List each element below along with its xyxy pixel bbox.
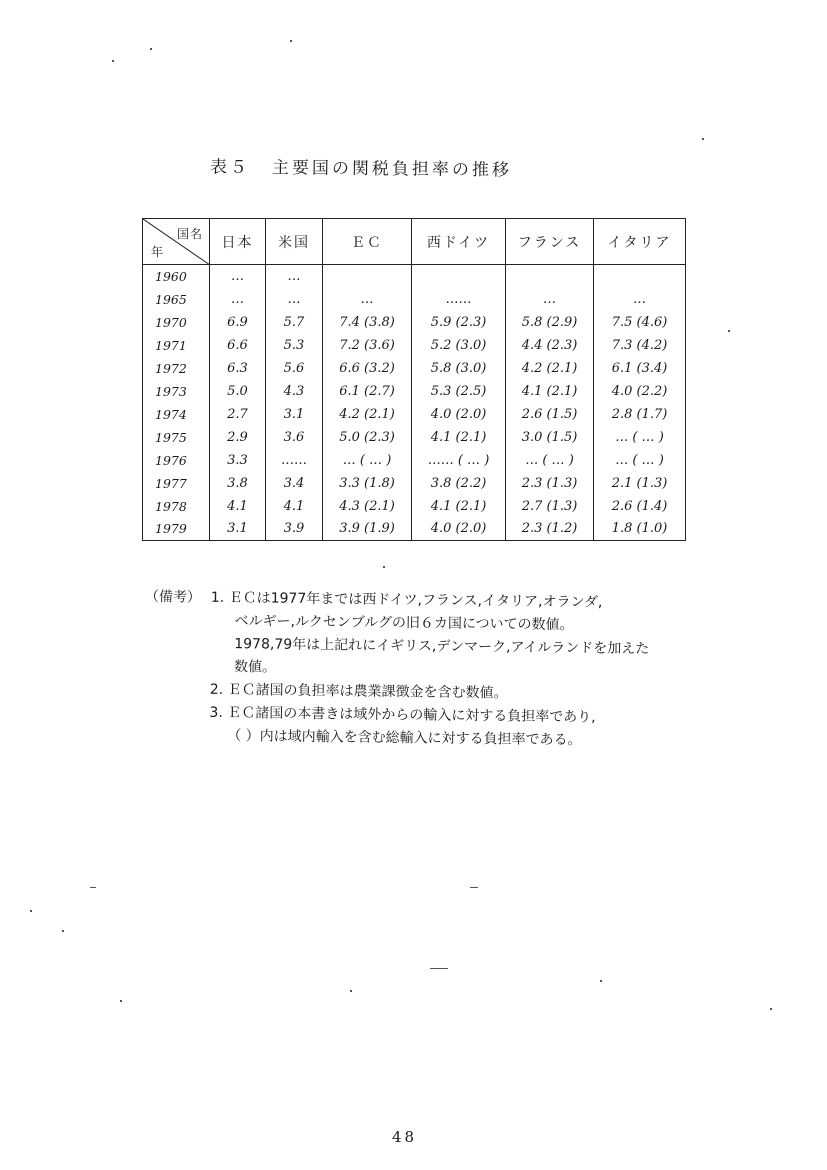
note-line: 2. ＥＣ諸国の負担率は農業課徴金を含む数値。 <box>209 681 508 702</box>
year-cell: 1975 <box>143 426 210 449</box>
year-cell: 1977 <box>143 472 210 495</box>
cell-japan: 3.3 <box>210 449 266 472</box>
cell-usa: 4.3 <box>266 380 323 403</box>
cell-ec: 3.9 (1.9) <box>323 518 412 541</box>
table-row <box>143 380 686 403</box>
year-cell: 1972 <box>143 357 210 380</box>
table-row <box>143 518 686 541</box>
header-row <box>143 219 686 265</box>
cell-france: 4.4 (2.3) <box>506 334 594 357</box>
cell-ec: 4.2 (2.1) <box>323 403 412 426</box>
cell-japan: … <box>210 288 266 311</box>
cell-italy: … ( … ) <box>594 426 686 449</box>
cell-france: … <box>506 288 594 311</box>
cell-japan: 3.8 <box>210 472 266 495</box>
page-number: 48 <box>392 1128 418 1146</box>
cell-france: 2.3 (1.2) <box>506 518 594 541</box>
cell-france: 2.6 (1.5) <box>506 403 594 426</box>
cell-ec <box>323 265 412 288</box>
cell-japan: 4.1 <box>210 495 266 518</box>
cell-france: 4.1 (2.1) <box>506 380 594 403</box>
corner-country-label: 国名 <box>176 227 203 241</box>
year-cell: 1970 <box>143 311 210 334</box>
cell-west-germany: 4.1 (2.1) <box>412 426 506 449</box>
cell-japan: 6.3 <box>210 357 266 380</box>
table-row <box>143 472 686 495</box>
scan-speck <box>430 968 448 969</box>
cell-italy: 2.1 (1.3) <box>594 472 686 495</box>
cell-ec: 5.0 (2.3) <box>323 426 412 449</box>
scan-speck <box>30 910 32 912</box>
cell-italy: 6.1 (3.4) <box>594 357 686 380</box>
scan-speck <box>728 330 730 332</box>
scan-speck <box>600 980 602 982</box>
cell-japan: 6.9 <box>210 311 266 334</box>
cell-italy: 2.8 (1.7) <box>594 403 686 426</box>
cell-ec: 6.1 (2.7) <box>323 380 412 403</box>
cell-ec: 7.2 (3.6) <box>323 334 412 357</box>
cell-west-germany: 5.3 (2.5) <box>412 380 506 403</box>
scan-speck <box>112 60 114 62</box>
table-row <box>143 495 686 518</box>
corner-year-label: 年 <box>151 245 166 259</box>
cell-usa: 3.9 <box>266 518 323 541</box>
scan-speck <box>383 566 385 568</box>
cell-ec: 4.3 (2.1) <box>323 495 412 518</box>
table-row <box>143 334 686 357</box>
year-cell: 1976 <box>143 449 210 472</box>
cell-usa: 3.1 <box>266 403 323 426</box>
cell-west-germany: 5.2 (3.0) <box>412 334 506 357</box>
cell-ec: … ( … ) <box>323 449 412 472</box>
cell-japan: 5.0 <box>210 380 266 403</box>
cell-ec: 3.3 (1.8) <box>323 472 412 495</box>
col-header-west-germany: 西ドイツ <box>412 219 506 265</box>
col-header-usa: 米国 <box>266 219 323 265</box>
scan-speck <box>702 138 704 140</box>
cell-france: 2.3 (1.3) <box>506 472 594 495</box>
notes-label: （備考） <box>144 588 201 606</box>
cell-france: … ( … ) <box>506 449 594 472</box>
cell-usa: 4.1 <box>266 495 323 518</box>
table-row <box>143 403 686 426</box>
scan-speck <box>150 48 152 50</box>
table-row <box>143 449 686 472</box>
table-row <box>143 311 686 334</box>
cell-west-germany: 4.1 (2.1) <box>412 495 506 518</box>
cell-italy: 7.3 (4.2) <box>594 334 686 357</box>
scan-speck <box>120 1000 122 1002</box>
cell-ec: 6.6 (3.2) <box>323 357 412 380</box>
cell-ec: 7.4 (3.8) <box>323 311 412 334</box>
cell-usa: 5.7 <box>266 311 323 334</box>
cell-france: 2.7 (1.3) <box>506 495 594 518</box>
cell-west-germany: …… <box>412 288 506 311</box>
scan-speck <box>770 1008 772 1010</box>
cell-usa: 5.6 <box>266 357 323 380</box>
cell-ec: … <box>323 288 412 311</box>
cell-france <box>506 265 594 288</box>
table-caption: 主要国の関税負担率の推移 <box>271 158 513 181</box>
cell-usa: 3.4 <box>266 472 323 495</box>
note-line: 1. ＥＣは1977年までは西ドイツ,フランス,イタリア,オランダ, <box>210 589 603 611</box>
col-header-ec: ＥＣ <box>323 219 412 265</box>
note-line: ベルギー,ルクセンブルグの旧６カ国についての数値。 <box>234 613 574 634</box>
cell-usa: … <box>266 288 323 311</box>
scan-speck <box>290 40 292 42</box>
scan-speck <box>470 887 478 888</box>
table-row <box>143 288 686 311</box>
cell-italy: … <box>594 288 686 311</box>
table-row <box>143 426 686 449</box>
cell-west-germany: …… ( … ) <box>412 449 506 472</box>
note-line: 数値。 <box>233 659 277 676</box>
table-row <box>143 265 686 288</box>
scan-speck <box>90 887 96 888</box>
year-cell: 1978 <box>143 495 210 518</box>
year-cell: 1960 <box>143 265 210 288</box>
cell-usa: 5.3 <box>266 334 323 357</box>
cell-italy <box>594 265 686 288</box>
cell-italy: … ( … ) <box>594 449 686 472</box>
cell-italy: 1.8 (1.0) <box>594 518 686 541</box>
cell-japan: 2.9 <box>210 426 266 449</box>
cell-japan: … <box>210 265 266 288</box>
cell-west-germany: 5.8 (3.0) <box>412 357 506 380</box>
note-line: 3. ＥＣ諸国の本書きは域外からの輸入に対する負担率であり, <box>209 704 596 726</box>
cell-usa: 3.6 <box>266 426 323 449</box>
cell-italy: 4.0 (2.2) <box>594 380 686 403</box>
cell-west-germany: 5.9 (2.3) <box>412 311 506 334</box>
table-number: 表５ <box>209 157 251 178</box>
year-cell: 1974 <box>143 403 210 426</box>
scan-speck <box>350 990 352 992</box>
col-header-france: フランス <box>506 219 594 265</box>
year-cell: 1965 <box>143 288 210 311</box>
cell-usa: …… <box>266 449 323 472</box>
cell-japan: 6.6 <box>210 334 266 357</box>
cell-france: 3.0 (1.5) <box>506 426 594 449</box>
scan-speck <box>62 930 64 932</box>
table-title <box>210 152 512 180</box>
cell-usa: … <box>266 265 323 288</box>
cell-france: 4.2 (2.1) <box>506 357 594 380</box>
corner-header <box>143 219 210 265</box>
cell-west-germany: 4.0 (2.0) <box>412 403 506 426</box>
year-cell: 1973 <box>143 380 210 403</box>
cell-west-germany <box>412 265 506 288</box>
year-cell: 1971 <box>143 334 210 357</box>
col-header-italy: イタリア <box>594 219 686 265</box>
cell-italy: 7.5 (4.6) <box>594 311 686 334</box>
cell-japan: 2.7 <box>210 403 266 426</box>
note-line: （ ）内は域内輸入を含む総輸入に対する負担率である。 <box>227 728 582 749</box>
year-cell: 1979 <box>143 518 210 541</box>
col-header-japan: 日本 <box>210 219 266 265</box>
notes <box>143 586 650 749</box>
tariff-burden-table <box>142 218 686 541</box>
cell-italy: 2.6 (1.4) <box>594 495 686 518</box>
cell-west-germany: 3.8 (2.2) <box>412 472 506 495</box>
cell-france: 5.8 (2.9) <box>506 311 594 334</box>
note-line: 1978,79年は上記れにイギリス,デンマーク,アイルランドを加えた <box>234 636 650 658</box>
table-row <box>143 357 686 380</box>
cell-japan: 3.1 <box>210 518 266 541</box>
cell-west-germany: 4.0 (2.0) <box>412 518 506 541</box>
